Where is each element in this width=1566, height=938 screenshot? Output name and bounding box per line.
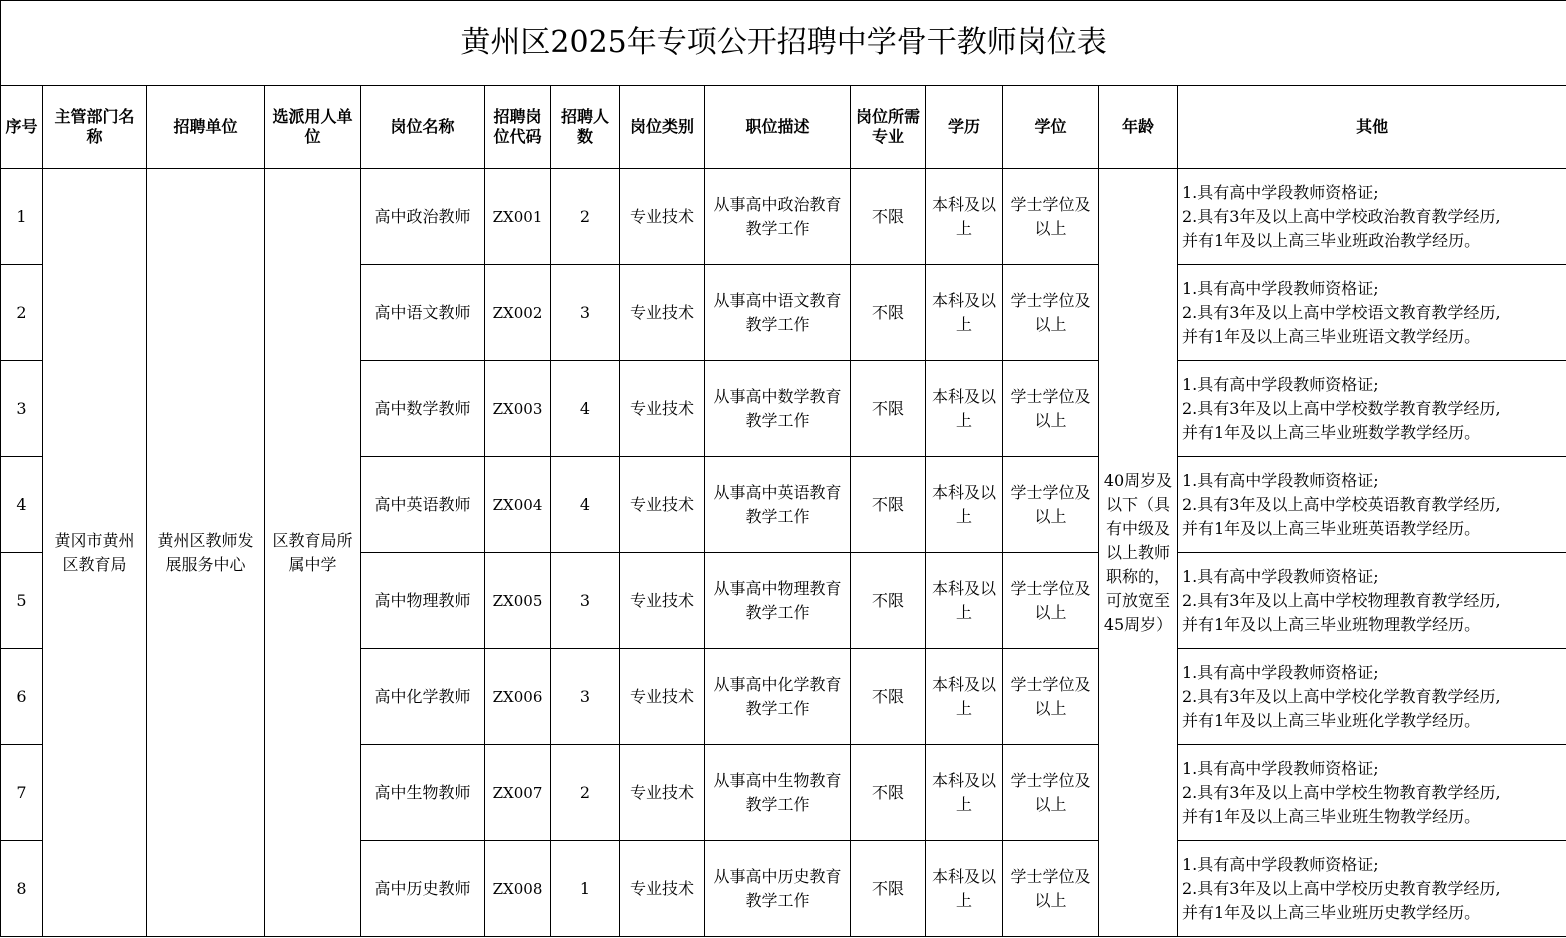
cell-age: 40周岁及以下（具有中级及以上教师职称的，可放宽至45周岁） <box>1099 169 1178 937</box>
other-line: 并有1年及以上高三毕业班历史教学经历。 <box>1182 902 1481 922</box>
cell-description: 从事高中历史教育教学工作 <box>705 841 851 937</box>
cell-degree: 学士学位及以上 <box>1003 169 1099 265</box>
cell-other <box>1178 169 1566 265</box>
cell-major: 不限 <box>851 553 926 649</box>
other-line: 2.具有3年及以上高中学校数学教育教学经历, <box>1182 398 1501 418</box>
other-line: 并有1年及以上高三毕业班政治教学经历。 <box>1182 230 1481 250</box>
cell-seq: 1 <box>1 169 43 265</box>
cell-code: ZX005 <box>485 553 551 649</box>
cell-seq: 6 <box>1 649 43 745</box>
header-dept: 主管部门名称 <box>43 86 147 169</box>
cell-code: ZX002 <box>485 265 551 361</box>
header-code: 招聘岗位代码 <box>485 86 551 169</box>
cell-description: 从事高中物理教育教学工作 <box>705 553 851 649</box>
other-line: 1.具有高中学段教师资格证; <box>1182 182 1379 202</box>
other-line: 1.具有高中学段教师资格证; <box>1182 758 1379 778</box>
cell-seq: 3 <box>1 361 43 457</box>
header-employer: 选派用人单位 <box>265 86 361 169</box>
cell-count: 2 <box>551 169 620 265</box>
cell-code: ZX006 <box>485 649 551 745</box>
other-line: 2.具有3年及以上高中学校化学教育教学经历, <box>1182 686 1501 706</box>
cell-degree: 学士学位及以上 <box>1003 457 1099 553</box>
other-line: 1.具有高中学段教师资格证; <box>1182 470 1379 490</box>
cell-description: 从事高中数学教育教学工作 <box>705 361 851 457</box>
cell-description: 从事高中政治教育教学工作 <box>705 169 851 265</box>
cell-code: ZX007 <box>485 745 551 841</box>
cell-major: 不限 <box>851 745 926 841</box>
header-major: 岗位所需专业 <box>851 86 926 169</box>
other-line: 1.具有高中学段教师资格证; <box>1182 662 1379 682</box>
cell-education: 本科及以上 <box>926 361 1003 457</box>
cell-position: 高中物理教师 <box>361 553 485 649</box>
cell-category: 专业技术 <box>620 553 705 649</box>
cell-code: ZX003 <box>485 361 551 457</box>
other-line: 并有1年及以上高三毕业班物理教学经历。 <box>1182 614 1481 634</box>
cell-education: 本科及以上 <box>926 841 1003 937</box>
cell-count: 3 <box>551 553 620 649</box>
cell-education: 本科及以上 <box>926 553 1003 649</box>
other-line: 并有1年及以上高三毕业班生物教学经历。 <box>1182 806 1481 826</box>
cell-description: 从事高中生物教育教学工作 <box>705 745 851 841</box>
cell-major: 不限 <box>851 649 926 745</box>
other-line: 1.具有高中学段教师资格证; <box>1182 566 1379 586</box>
other-line: 2.具有3年及以上高中学校物理教育教学经历, <box>1182 590 1501 610</box>
other-line: 2.具有3年及以上高中学校历史教育教学经历, <box>1182 878 1501 898</box>
cell-other <box>1178 553 1566 649</box>
header-other: 其他 <box>1178 86 1566 169</box>
other-line: 并有1年及以上高三毕业班语文教学经历。 <box>1182 326 1481 346</box>
cell-category: 专业技术 <box>620 745 705 841</box>
cell-degree: 学士学位及以上 <box>1003 265 1099 361</box>
other-line: 2.具有3年及以上高中学校英语教育教学经历, <box>1182 494 1501 514</box>
cell-dept: 黄冈市黄州区教育局 <box>43 169 147 937</box>
header-age: 年龄 <box>1099 86 1178 169</box>
cell-major: 不限 <box>851 169 926 265</box>
cell-category: 专业技术 <box>620 265 705 361</box>
cell-position: 高中生物教师 <box>361 745 485 841</box>
cell-code: ZX004 <box>485 457 551 553</box>
cell-education: 本科及以上 <box>926 457 1003 553</box>
table-row <box>1 169 1566 265</box>
cell-seq: 8 <box>1 841 43 937</box>
header-seq: 序号 <box>1 86 43 169</box>
cell-unit: 黄州区教师发展服务中心 <box>147 169 265 937</box>
cell-degree: 学士学位及以上 <box>1003 361 1099 457</box>
cell-description: 从事高中语文教育教学工作 <box>705 265 851 361</box>
cell-degree: 学士学位及以上 <box>1003 841 1099 937</box>
other-line: 并有1年及以上高三毕业班化学教学经历。 <box>1182 710 1481 730</box>
header-position: 岗位名称 <box>361 86 485 169</box>
header-degree: 学位 <box>1003 86 1099 169</box>
cell-position: 高中英语教师 <box>361 457 485 553</box>
cell-other <box>1178 361 1566 457</box>
cell-count: 2 <box>551 745 620 841</box>
cell-seq: 4 <box>1 457 43 553</box>
cell-position: 高中数学教师 <box>361 361 485 457</box>
cell-code: ZX001 <box>485 169 551 265</box>
cell-other <box>1178 265 1566 361</box>
cell-education: 本科及以上 <box>926 649 1003 745</box>
cell-other <box>1178 745 1566 841</box>
cell-education: 本科及以上 <box>926 745 1003 841</box>
cell-education: 本科及以上 <box>926 265 1003 361</box>
cell-position: 高中语文教师 <box>361 265 485 361</box>
other-line: 1.具有高中学段教师资格证; <box>1182 278 1379 298</box>
other-line: 1.具有高中学段教师资格证; <box>1182 374 1379 394</box>
page-title: 黄州区2025年专项公开招聘中学骨干教师岗位表 <box>1 1 1566 86</box>
other-line: 并有1年及以上高三毕业班数学教学经历。 <box>1182 422 1481 442</box>
header-count: 招聘人数 <box>551 86 620 169</box>
cell-education: 本科及以上 <box>926 169 1003 265</box>
other-line: 并有1年及以上高三毕业班英语教学经历。 <box>1182 518 1481 538</box>
cell-code: ZX008 <box>485 841 551 937</box>
header-description: 职位描述 <box>705 86 851 169</box>
cell-position: 高中历史教师 <box>361 841 485 937</box>
cell-seq: 2 <box>1 265 43 361</box>
cell-position: 高中政治教师 <box>361 169 485 265</box>
header-category: 岗位类别 <box>620 86 705 169</box>
cell-degree: 学士学位及以上 <box>1003 745 1099 841</box>
header-row <box>1 86 1566 169</box>
cell-major: 不限 <box>851 265 926 361</box>
cell-description: 从事高中英语教育教学工作 <box>705 457 851 553</box>
other-line: 2.具有3年及以上高中学校政治教育教学经历, <box>1182 206 1501 226</box>
cell-count: 4 <box>551 361 620 457</box>
cell-category: 专业技术 <box>620 649 705 745</box>
header-education: 学历 <box>926 86 1003 169</box>
cell-degree: 学士学位及以上 <box>1003 553 1099 649</box>
cell-other <box>1178 841 1566 937</box>
cell-other <box>1178 457 1566 553</box>
cell-employer: 区教育局所属中学 <box>265 169 361 937</box>
other-line: 2.具有3年及以上高中学校语文教育教学经历, <box>1182 302 1501 322</box>
cell-seq: 5 <box>1 553 43 649</box>
cell-category: 专业技术 <box>620 457 705 553</box>
cell-count: 3 <box>551 265 620 361</box>
cell-other <box>1178 649 1566 745</box>
cell-seq: 7 <box>1 745 43 841</box>
other-line: 1.具有高中学段教师资格证; <box>1182 854 1379 874</box>
other-line: 2.具有3年及以上高中学校生物教育教学经历, <box>1182 782 1501 802</box>
cell-major: 不限 <box>851 361 926 457</box>
cell-category: 专业技术 <box>620 361 705 457</box>
cell-category: 专业技术 <box>620 169 705 265</box>
cell-description: 从事高中化学教育教学工作 <box>705 649 851 745</box>
cell-count: 3 <box>551 649 620 745</box>
header-unit: 招聘单位 <box>147 86 265 169</box>
cell-major: 不限 <box>851 457 926 553</box>
cell-count: 1 <box>551 841 620 937</box>
cell-category: 专业技术 <box>620 841 705 937</box>
cell-degree: 学士学位及以上 <box>1003 649 1099 745</box>
cell-count: 4 <box>551 457 620 553</box>
cell-position: 高中化学教师 <box>361 649 485 745</box>
cell-major: 不限 <box>851 841 926 937</box>
